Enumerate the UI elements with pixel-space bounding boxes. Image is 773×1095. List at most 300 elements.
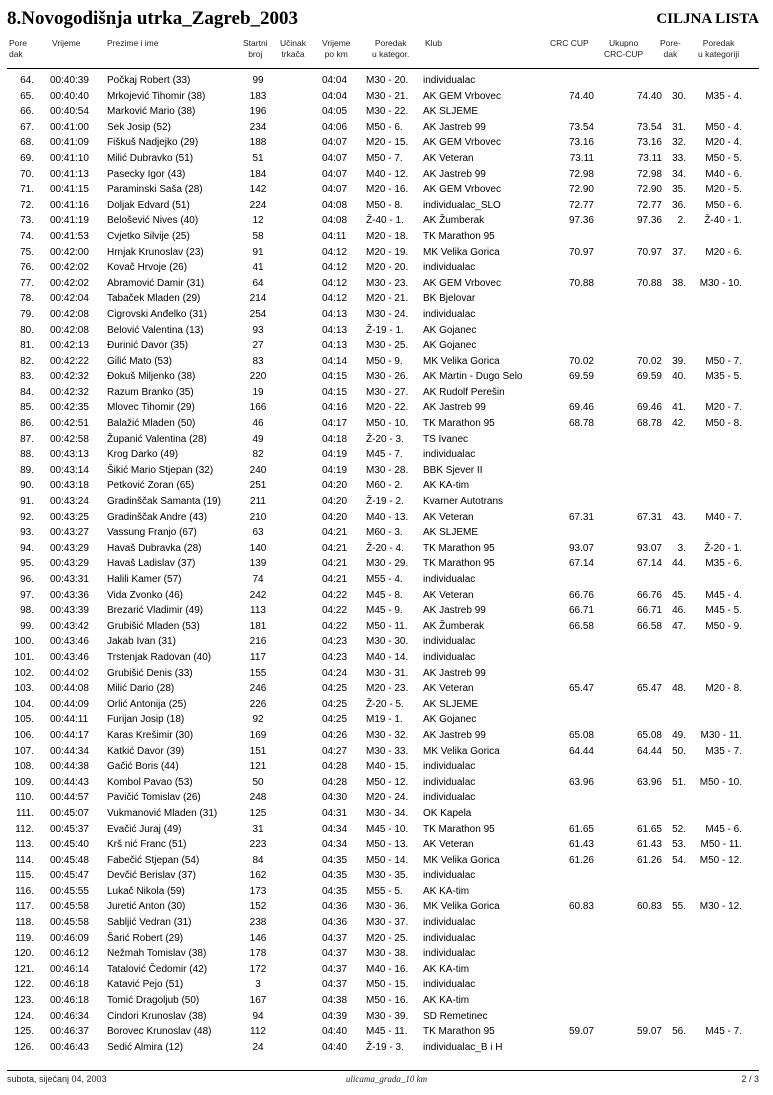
cell-name: Trstenjak Radovan (40) xyxy=(107,651,212,663)
table-row xyxy=(0,338,773,354)
cell-bib: 49 xyxy=(252,433,264,445)
cell-cat: M45 - 9. xyxy=(366,605,403,617)
cell-time: 00:40:39 xyxy=(50,75,89,86)
cell-rank: 52. xyxy=(672,823,686,835)
cell-catrank: M20 - 5. xyxy=(705,184,742,196)
table-row xyxy=(0,993,773,1009)
cell-pos: 65. xyxy=(20,90,34,102)
cell-club: AK Gojanec xyxy=(423,340,477,352)
cell-km: 04:15 xyxy=(322,386,348,398)
cell-pos: 84. xyxy=(20,386,34,398)
table-row xyxy=(0,151,773,167)
cell-rank: 40. xyxy=(672,371,686,383)
cell-bib: 113 xyxy=(250,605,266,617)
cell-club: AK Jastreb 99 xyxy=(423,605,486,617)
cell-time: 00:44:09 xyxy=(50,698,89,710)
cell-catrank: M35 - 6. xyxy=(705,558,742,570)
cell-rank: 53. xyxy=(672,839,686,851)
cell-bib: 112 xyxy=(250,1026,266,1038)
cell-club: AK Jastreb 99 xyxy=(423,667,486,679)
cell-time: 00:42:58 xyxy=(50,433,89,445)
cell-pos: 89. xyxy=(20,464,34,476)
cell-club: TK Marathon 95 xyxy=(423,823,495,835)
cell-pos: 90. xyxy=(20,480,34,492)
cell-pos: 72. xyxy=(20,199,34,211)
cell-cat: M50 - 7. xyxy=(366,152,403,164)
cell-pos: 93. xyxy=(20,527,34,539)
cell-km: 04:24 xyxy=(322,667,348,679)
cell-club: AK SLJEME xyxy=(423,698,479,710)
cell-club: AK KA-tim xyxy=(423,963,470,975)
cell-time: 00:43:13 xyxy=(50,449,89,461)
cell-bib: 51 xyxy=(252,152,264,164)
cell-bib: 169 xyxy=(249,729,267,741)
cell-bib: 240 xyxy=(249,464,267,476)
table-row xyxy=(0,619,773,635)
cell-name: Nežmah Tomislav (38) xyxy=(107,948,207,960)
cell-pos: 79. xyxy=(20,308,34,320)
cell-name: Furijan Josip (18) xyxy=(107,714,185,726)
cell-cat: M30 - 31. xyxy=(366,667,409,679)
cell-time: 00:43:39 xyxy=(50,605,89,617)
cell-club: individualac_B i H xyxy=(423,1041,503,1053)
cell-pos: 96. xyxy=(20,574,34,585)
table-row xyxy=(0,712,773,728)
table-row xyxy=(0,1040,773,1056)
cell-time: 00:42:00 xyxy=(50,246,89,258)
header-club: Klub xyxy=(425,38,443,48)
cell-time: 00:42:32 xyxy=(50,386,89,398)
cell-tot: 73.11 xyxy=(637,152,662,164)
cell-rank: 32. xyxy=(672,137,686,149)
cell-bib: 27 xyxy=(252,340,264,352)
table-row xyxy=(0,541,773,557)
cell-club: AK GEM Vrbovec xyxy=(423,90,501,102)
cell-name: Milić Dario (28) xyxy=(107,683,175,695)
cell-km: 04:04 xyxy=(322,90,348,102)
cell-km: 04:39 xyxy=(322,1010,348,1022)
cell-catrank: M35 - 5. xyxy=(705,371,742,383)
cell-name: Đurinić Davor (35) xyxy=(107,340,189,352)
cell-cat: M50 - 11. xyxy=(366,620,408,632)
cell-cat: M30 - 33. xyxy=(366,745,409,757)
cell-crc: 60.83 xyxy=(568,901,594,913)
cell-km: 04:28 xyxy=(322,761,348,773)
cell-crc: 61.26 xyxy=(568,854,594,866)
cell-km: 04:21 xyxy=(322,574,348,585)
cell-bib: 12 xyxy=(252,215,264,227)
cell-crc: 72.77 xyxy=(568,199,594,211)
cell-club: AK Veteran xyxy=(423,683,474,695)
cell-rank: 3. xyxy=(677,542,686,554)
cell-cat: M20 - 19. xyxy=(366,246,409,258)
cell-club: individualac xyxy=(423,651,476,663)
cell-name: Doljak Edvard (51) xyxy=(107,199,190,211)
cell-cat: Ž-40 - 1. xyxy=(366,215,404,227)
cell-bib: 183 xyxy=(249,90,267,102)
cell-km: 04:25 xyxy=(322,714,348,726)
cell-time: 00:42:04 xyxy=(50,293,89,305)
cell-tot: 66.58 xyxy=(636,620,662,632)
cell-club: AK Žumberak xyxy=(423,620,485,632)
cell-catrank: M40 - 6. xyxy=(705,168,742,180)
table-row xyxy=(0,853,773,869)
cell-catrank: M50 - 6. xyxy=(705,199,742,211)
cell-cat: M30 - 30. xyxy=(366,636,409,648)
cell-pos: 86. xyxy=(20,418,34,430)
cell-cat: M40 - 13. xyxy=(366,511,409,523)
cell-cat: Ž-19 - 1. xyxy=(366,324,404,336)
cell-bib: 248 xyxy=(249,792,267,804)
cell-tot: 70.02 xyxy=(636,355,662,367)
cell-pos: 68. xyxy=(20,137,34,149)
cell-rank: 42. xyxy=(672,418,686,430)
cell-km: 04:20 xyxy=(322,480,348,492)
cell-pos: 77. xyxy=(20,277,34,289)
table-row xyxy=(0,276,773,292)
table-row xyxy=(0,525,773,541)
cell-time: 00:46:09 xyxy=(50,932,89,944)
table-row xyxy=(0,463,773,479)
cell-pos: 99. xyxy=(20,620,34,632)
cell-cat: M60 - 3. xyxy=(366,527,403,539)
cell-club: AK Jastreb 99 xyxy=(423,729,486,741)
cell-club: AK Martin - Dugo Selo xyxy=(423,371,523,383)
cell-name: Evačić Juraj (49) xyxy=(107,823,182,835)
cell-catrank: M50 - 8. xyxy=(705,418,742,430)
cell-club: individualac xyxy=(423,574,476,585)
table-row xyxy=(0,556,773,572)
cell-catrank: Ž-40 - 1. xyxy=(704,215,742,227)
cell-bib: 238 xyxy=(249,917,267,929)
cell-tot: 70.88 xyxy=(636,277,662,289)
table-row xyxy=(0,572,773,588)
cell-club: AK SLJEME xyxy=(423,527,479,539)
cell-km: 04:13 xyxy=(322,308,348,320)
cell-club: TK Marathon 95 xyxy=(423,1026,495,1038)
cell-club: individualac xyxy=(423,948,476,960)
cell-cat: M60 - 2. xyxy=(366,480,403,492)
table-row xyxy=(0,198,773,214)
cell-club: individualac xyxy=(423,636,476,648)
table-row xyxy=(0,354,773,370)
table-row xyxy=(0,385,773,401)
table-row xyxy=(0,744,773,760)
cell-name: Marković Mario (38) xyxy=(107,106,196,118)
cell-time: 00:42:02 xyxy=(50,277,89,289)
cell-club: AK Jastreb 99 xyxy=(423,168,486,180)
cell-bib: 210 xyxy=(249,511,267,523)
cell-pos: 112. xyxy=(15,823,34,835)
cell-club: individualac xyxy=(423,262,476,274)
cell-pos: 118. xyxy=(15,917,34,929)
cell-time: 00:46:18 xyxy=(50,995,89,1007)
cell-bib: 162 xyxy=(249,870,267,882)
cell-cat: M45 - 10. xyxy=(366,823,409,835)
results-table xyxy=(0,73,773,1055)
cell-km: 04:06 xyxy=(322,121,348,133)
cell-bib: 224 xyxy=(249,199,267,211)
cell-km: 04:16 xyxy=(322,402,348,414)
cell-bib: 188 xyxy=(249,137,267,149)
cell-time: 00:43:25 xyxy=(50,511,89,523)
cell-club: AK Gojanec xyxy=(423,324,477,336)
cell-crc: 61.43 xyxy=(568,839,594,851)
cell-bib: 139 xyxy=(249,558,267,570)
cell-club: AK Žumberak xyxy=(423,215,485,227)
cell-club: AK Gojanec xyxy=(423,714,477,726)
cell-pos: 85. xyxy=(20,402,34,414)
cell-club: individualac xyxy=(423,932,476,944)
cell-tot: 66.76 xyxy=(636,589,662,601)
cell-club: MK Velika Gorica xyxy=(423,901,500,913)
cell-cat: M50 - 15. xyxy=(366,979,409,991)
cell-time: 00:42:13 xyxy=(50,340,89,352)
cell-crc: 66.71 xyxy=(568,605,594,617)
cell-time: 00:42:08 xyxy=(50,308,89,320)
cell-bib: 167 xyxy=(249,995,267,1007)
cell-time: 00:41:09 xyxy=(50,137,89,149)
cell-catrank: M50 - 7. xyxy=(705,355,742,367)
cell-catrank: M30 - 10. xyxy=(699,277,742,289)
cell-club: AK SLJEME xyxy=(423,106,479,118)
cell-km: 04:05 xyxy=(322,106,348,118)
cell-name: Vukmanović Mladen (31) xyxy=(107,807,218,819)
cell-crc: 67.14 xyxy=(568,558,594,570)
cell-club: AK Veteran xyxy=(423,511,474,523)
cell-rank: 48. xyxy=(672,683,686,695)
cell-name: Karas Krešimir (30) xyxy=(107,729,194,741)
cell-name: Petković Zoran (65) xyxy=(107,480,195,492)
cell-km: 04:22 xyxy=(322,605,348,617)
cell-name: Razum Branko (35) xyxy=(107,386,194,398)
cell-km: 04:34 xyxy=(322,823,348,835)
cell-pos: 114. xyxy=(15,854,34,866)
cell-catrank: M45 - 4. xyxy=(705,589,742,601)
cell-km: 04:36 xyxy=(322,917,348,929)
cell-pos: 108. xyxy=(14,761,34,773)
cell-cat: M45 - 11. xyxy=(366,1026,408,1038)
cell-name: Mrkojević Tihomir (38) xyxy=(107,90,206,102)
table-row xyxy=(0,634,773,650)
cell-bib: 178 xyxy=(249,948,267,960)
cell-rank: 31. xyxy=(672,121,686,133)
cell-time: 00:43:46 xyxy=(50,651,89,663)
cell-pos: 109. xyxy=(14,776,34,788)
table-row xyxy=(0,603,773,619)
cell-cat: M30 - 29. xyxy=(366,558,409,570)
cell-cat: Ž-19 - 2. xyxy=(366,496,404,508)
cell-tot: 61.43 xyxy=(636,839,662,851)
cell-tot: 60.83 xyxy=(636,901,662,913)
cell-pos: 95. xyxy=(20,558,34,570)
cell-rank: 37. xyxy=(672,246,686,258)
cell-catrank: M50 - 4. xyxy=(705,121,742,133)
cell-pos: 119. xyxy=(15,932,34,944)
cell-time: 00:45:48 xyxy=(50,854,89,866)
cell-club: TK Marathon 95 xyxy=(423,230,495,242)
cell-bib: 125 xyxy=(249,807,267,819)
cell-pos: 69. xyxy=(20,152,34,164)
cell-crc: 59.07 xyxy=(568,1026,594,1038)
table-row xyxy=(0,806,773,822)
cell-rank: 34. xyxy=(672,168,686,180)
cell-name: Hrnjak Krunoslav (23) xyxy=(107,246,204,258)
cell-km: 04:07 xyxy=(322,152,348,164)
cell-bib: 220 xyxy=(249,371,267,383)
cell-cat: M30 - 24. xyxy=(366,308,409,320)
cell-bib: 41 xyxy=(252,262,264,274)
table-row xyxy=(0,369,773,385)
cell-pos: 120. xyxy=(14,948,34,960)
cell-rank: 49. xyxy=(672,729,686,741)
cell-time: 00:46:37 xyxy=(50,1026,89,1038)
table-row xyxy=(0,822,773,838)
cell-km: 04:07 xyxy=(322,184,348,196)
cell-km: 04:14 xyxy=(322,355,348,367)
cell-time: 00:43:31 xyxy=(50,574,89,585)
cell-bib: 58 xyxy=(252,230,264,242)
cell-bib: 93 xyxy=(252,324,264,336)
cell-bib: 83 xyxy=(252,355,264,367)
table-row xyxy=(0,790,773,806)
cell-catrank: M35 - 4. xyxy=(705,90,742,102)
cell-cat: M50 - 10. xyxy=(366,418,409,430)
cell-cat: M40 - 16. xyxy=(366,963,409,975)
cell-km: 04:27 xyxy=(322,745,348,757)
header-total-crc: Ukupno CRC-CUP xyxy=(604,38,644,59)
cell-cat: M30 - 23. xyxy=(366,277,409,289)
cell-cat: M30 - 20. xyxy=(366,75,409,86)
cell-name: Sabljić Vedran (31) xyxy=(107,917,192,929)
cell-time: 00:45:58 xyxy=(50,917,89,929)
cell-rank: 41. xyxy=(672,402,686,414)
cell-name: Mlovec Tihomir (29) xyxy=(107,402,195,414)
cell-name: Grubišić Denis (33) xyxy=(107,667,193,679)
cell-pos: 67. xyxy=(20,121,34,133)
cell-cat: M19 - 1. xyxy=(366,714,403,726)
cell-tot: 70.97 xyxy=(636,246,662,258)
cell-rank: 30. xyxy=(672,90,686,102)
header-pos: Pore dak xyxy=(9,38,27,59)
cell-club: MK Velika Gorica xyxy=(423,745,500,757)
table-row xyxy=(0,229,773,245)
cell-pos: 107. xyxy=(14,745,34,757)
cell-crc: 64.44 xyxy=(568,745,594,757)
cell-pos: 126. xyxy=(14,1041,34,1053)
cell-club: individualac xyxy=(423,449,476,461)
cell-cat: M20 - 22. xyxy=(366,402,409,414)
cell-cat: M20 - 20. xyxy=(366,262,409,274)
cell-time: 00:41:10 xyxy=(50,152,89,164)
cell-time: 00:41:00 xyxy=(50,121,89,133)
cell-catrank: M20 - 7. xyxy=(705,402,742,414)
cell-time: 00:42:35 xyxy=(50,402,89,414)
cell-bib: 196 xyxy=(249,106,267,118)
cell-km: 04:12 xyxy=(322,246,348,258)
cell-name: Gradinščak Samanta (19) xyxy=(107,496,221,508)
table-row xyxy=(0,167,773,183)
cell-club: OK Kapela xyxy=(423,807,472,819)
cell-time: 00:45:37 xyxy=(50,823,89,835)
cell-bib: 3 xyxy=(255,979,261,991)
cell-tot: 93.07 xyxy=(636,542,662,554)
cell-time: 00:43:29 xyxy=(50,558,89,570)
cell-bib: 223 xyxy=(249,839,267,851)
cell-cat: M30 - 21. xyxy=(366,90,409,102)
cell-cat: M30 - 32. xyxy=(366,729,409,741)
cell-rank: 55. xyxy=(672,901,686,913)
cell-crc: 93.07 xyxy=(568,542,594,554)
header-crc-cup: CRC CUP xyxy=(550,38,589,48)
cell-crc: 68.78 xyxy=(568,418,594,430)
cell-name: Krog Darko (49) xyxy=(107,449,179,461)
cell-cat: M30 - 35. xyxy=(366,870,409,882)
cell-bib: 242 xyxy=(249,589,267,601)
cell-cat: M40 - 14. xyxy=(366,651,409,663)
cell-time: 00:44:17 xyxy=(50,729,89,741)
cell-time: 00:46:18 xyxy=(50,979,89,991)
cell-pos: 101. xyxy=(14,651,34,663)
cell-km: 04:37 xyxy=(322,948,348,960)
cell-name: Vassung Franjo (67) xyxy=(107,527,197,539)
cell-pos: 115. xyxy=(15,870,34,882)
cell-cat: M50 - 14. xyxy=(366,854,409,866)
cell-club: AK GEM Vrbovec xyxy=(423,277,501,289)
cell-tot: 61.65 xyxy=(636,823,662,835)
table-row xyxy=(0,759,773,775)
cell-time: 00:42:51 xyxy=(50,418,89,430)
cell-time: 00:44:02 xyxy=(50,667,89,679)
cell-bib: 254 xyxy=(249,308,267,320)
cell-pos: 103. xyxy=(14,683,34,695)
cell-km: 04:23 xyxy=(322,636,348,648)
cell-rank: 39. xyxy=(672,355,686,367)
cell-cat: M55 - 4. xyxy=(366,574,403,585)
cell-time: 00:42:08 xyxy=(50,324,89,336)
cell-club: BK Bjelovar xyxy=(423,293,476,305)
cell-km: 04:35 xyxy=(322,854,348,866)
cell-name: Belović Valentina (13) xyxy=(107,324,204,336)
cell-time: 00:41:19 xyxy=(50,215,89,227)
table-row xyxy=(0,182,773,198)
cell-km: 04:13 xyxy=(322,324,348,336)
cell-km: 04:12 xyxy=(322,277,348,289)
table-row xyxy=(0,307,773,323)
cell-time: 00:44:57 xyxy=(50,792,89,804)
cell-club: AK Veteran xyxy=(423,589,474,601)
cell-name: Balažić Mladen (50) xyxy=(107,418,196,430)
cell-name: Fabečić Stjepan (54) xyxy=(107,854,200,866)
cell-tot: 74.40 xyxy=(636,90,662,102)
cell-km: 04:12 xyxy=(322,293,348,305)
table-row xyxy=(0,478,773,494)
cell-name: Vida Zvonko (46) xyxy=(107,589,183,601)
cell-catrank: M50 - 5. xyxy=(705,152,742,164)
table-row xyxy=(0,977,773,993)
cell-bib: 24 xyxy=(252,1041,264,1053)
list-subtitle: CILJNA LISTA xyxy=(656,11,759,27)
cell-pos: 116. xyxy=(15,885,34,897)
cell-km: 04:35 xyxy=(322,885,348,897)
cell-km: 04:19 xyxy=(322,464,348,476)
cell-catrank: M50 - 10. xyxy=(699,776,742,788)
cell-name: Tomić Dragoljub (50) xyxy=(107,995,200,1007)
cell-club: AK KA-tim xyxy=(423,480,470,492)
cell-pos: 102. xyxy=(14,667,34,679)
cell-pos: 91. xyxy=(20,496,34,508)
cell-name: Gilić Mato (53) xyxy=(107,355,173,367)
